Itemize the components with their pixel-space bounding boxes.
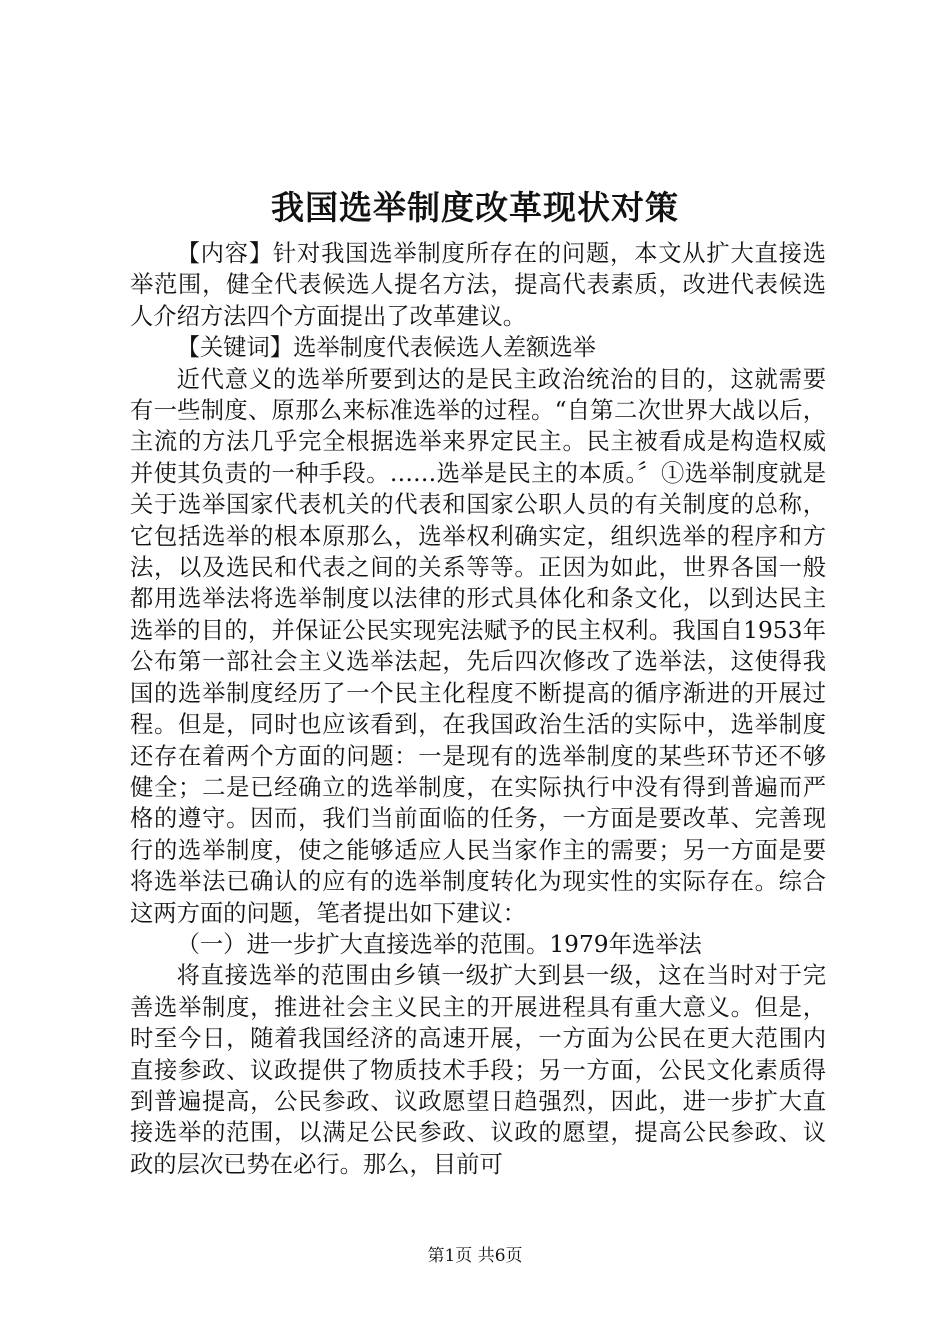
document-title: 我国选举制度改革现状对策 <box>271 188 679 227</box>
document-body <box>130 238 826 1180</box>
abstract-paragraph: 【内容】针对我国选举制度所存在的问题，本文从扩大直接选举范围，健全代表候选人提名方法，提高代表素质，改进代表候选人介绍方法四个方面提出了改革建议。 <box>130 240 826 330</box>
section-heading: （一）进一步扩大直接选举的范围。1979年选举法 <box>176 930 702 958</box>
intro-paragraph: 近代意义的选举所要到达的是民主政治统治的目的，这就需要有一些制度、原那么来标准选举的过程。“自第二次世界大战以后，主流的方法几乎完全根据选举来界定民主。民主被看成是构造权威并使其负责的一种手段。……选举是民主的本质。〞①选举制度就是关于选举国家代表机关的代表和国家公职人员的有关制度的总称，它包括选举的根本原那么，选举权利确实定，组织选举的程序和方法，以及选民和代表之间的关系等等。正因为如此，世界各国一般都用选举法将选举制度以法律的形式具体化和条文化，以到达民主选举的目的，并保证公民实现宪法赋予的民主权利。我国自1953年公布第一部社会主义选举法起，先后四次修改了选举法，这使得我国的选举制度经历了一个民主化程度不断提高的循序渐进的开展过程。但是，同时也应该看到，在我国政治生活的实际中，选举制度还存在着两个方面的问题：一是现有的选举制度的某些环节还不够健全；二是已经确立的选举制度，在实际执行中没有得到普遍而严格的遵守。因而，我们当前面临的任务，一方面是要改革、完善现行的选举制度，使之能够适应人民当家作主的需要；另一方面是要将选举法已确认的应有的选举制度转化为现实性的实际存在。综合这两方面的问题，笔者提出如下建议： <box>130 365 826 927</box>
page-footer: 第1页 共6页 <box>427 1246 523 1266</box>
keywords-paragraph: 【关键词】选举制度代表候选人差额选举 <box>176 334 596 362</box>
section-paragraph: 将直接选举的范围由乡镇一级扩大到县一级，这在当时对于完善选举制度，推进社会主义民主的开展进程具有重大意义。但是，时至今日，随着我国经济的高速开展，一方面为公民在更大范围内直接参政、议政提供了物质技术手段；另一方面，公民文化素质得到普遍提高，公民参政、议政愿望日趋强烈，因此，进一步扩大直接选举的范围，以满足公民参政、议政的愿望，提高公民参政、议政的层次已势在必行。那么，目前可 <box>130 962 826 1178</box>
